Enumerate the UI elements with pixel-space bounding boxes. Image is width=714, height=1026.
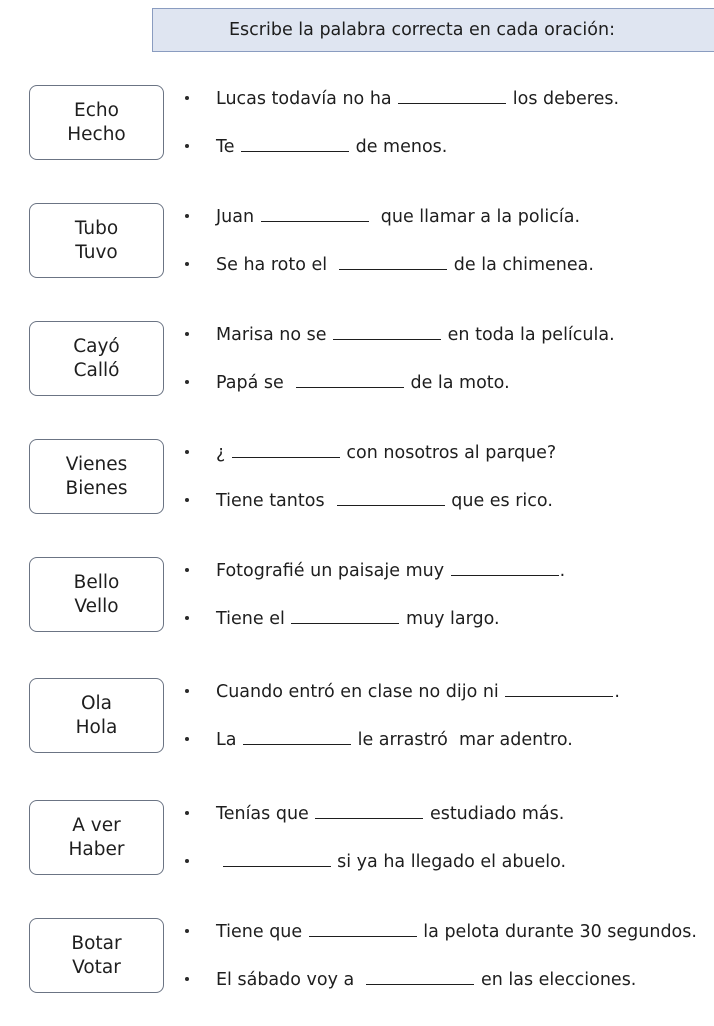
sentence: Tenías que estudiado más.	[216, 804, 565, 824]
bullet-point	[183, 372, 191, 392]
instruction-header	[152, 8, 714, 52]
blank-line[interactable]	[223, 851, 331, 867]
blank-line[interactable]	[339, 254, 447, 270]
word-option: Ola	[80, 692, 113, 714]
bullet-point	[183, 729, 191, 749]
word-option: Haber	[68, 838, 125, 860]
word-option: Tubo	[74, 217, 119, 239]
word-pair-box	[29, 678, 164, 753]
word-option: Hola	[75, 716, 118, 738]
word-option: Votar	[72, 956, 121, 978]
instruction-title: Escribe la palabra correcta en cada oración:	[229, 20, 615, 40]
bullet-point	[183, 608, 191, 628]
blank-line[interactable]	[241, 136, 349, 152]
bullet-point	[183, 88, 191, 108]
bullet-point	[183, 851, 191, 871]
word-pair-box	[29, 557, 164, 632]
word-pair-box	[29, 85, 164, 160]
blank-line[interactable]	[291, 608, 399, 624]
word-option: Bienes	[65, 477, 128, 499]
word-pair-box	[29, 203, 164, 278]
blank-line[interactable]	[366, 969, 474, 985]
word-option: Vello	[74, 595, 119, 617]
bullet-point	[183, 681, 191, 701]
bullet-point	[183, 803, 191, 823]
blank-line[interactable]	[309, 921, 417, 937]
word-option: A ver	[72, 814, 121, 836]
blank-line[interactable]	[296, 372, 404, 388]
sentence: Te de menos.	[216, 137, 448, 157]
bullet-point	[183, 442, 191, 462]
sentence: Papá se de la moto.	[216, 373, 510, 393]
word-pair-group	[0, 321, 714, 421]
word-pair-group	[0, 918, 714, 1018]
sentence: Tiene tantos que es rico.	[216, 491, 553, 511]
word-option: Vienes	[65, 453, 128, 475]
bullet-point	[183, 490, 191, 510]
word-pair-group	[0, 800, 714, 900]
sentence: ¿ con nosotros al parque?	[216, 443, 557, 463]
blank-line[interactable]	[505, 681, 613, 697]
word-option: Calló	[73, 359, 120, 381]
blank-line[interactable]	[315, 803, 423, 819]
sentence: Tiene el muy largo.	[216, 609, 500, 629]
word-pair-box	[29, 800, 164, 875]
sentence: La le arrastró mar adentro.	[216, 730, 573, 750]
word-pair-group	[0, 85, 714, 185]
word-option: Botar	[71, 932, 122, 954]
word-pair-group	[0, 557, 714, 657]
word-pair-box	[29, 439, 164, 514]
word-option: Echo	[74, 99, 119, 121]
sentence: Se ha roto el de la chimenea.	[216, 255, 594, 275]
blank-line[interactable]	[232, 442, 340, 458]
word-option: Hecho	[67, 123, 126, 145]
blank-line[interactable]	[261, 206, 369, 222]
sentence: Marisa no se en toda la película.	[216, 325, 615, 345]
bullet-point	[183, 921, 191, 941]
word-pair-group	[0, 678, 714, 778]
sentence: Fotografié un paisaje muy .	[216, 561, 566, 581]
blank-line[interactable]	[337, 490, 445, 506]
word-pair-group	[0, 203, 714, 303]
sentence: Juan que llamar a la policía.	[216, 207, 581, 227]
word-option: Cayó	[73, 335, 120, 357]
sentence: El sábado voy a en las elecciones.	[216, 970, 637, 990]
word-pair-group	[0, 439, 714, 539]
blank-line[interactable]	[243, 729, 351, 745]
blank-line[interactable]	[398, 88, 506, 104]
sentence: Tiene que la pelota durante 30 segundos.	[216, 922, 697, 942]
sentence: Lucas todavía no ha los deberes.	[216, 89, 620, 109]
bullet-point	[183, 254, 191, 274]
blank-line[interactable]	[333, 324, 441, 340]
word-pair-box	[29, 918, 164, 993]
bullet-point	[183, 136, 191, 156]
bullet-point	[183, 206, 191, 226]
sentence: Cuando entró en clase no dijo ni .	[216, 682, 620, 702]
blank-line[interactable]	[451, 560, 559, 576]
bullet-point	[183, 969, 191, 989]
word-option: Bello	[73, 571, 120, 593]
bullet-point	[183, 560, 191, 580]
word-pair-box	[29, 321, 164, 396]
bullet-point	[183, 324, 191, 344]
word-option: Tuvo	[75, 241, 118, 263]
sentence: si ya ha llegado el abuelo.	[216, 851, 566, 873]
